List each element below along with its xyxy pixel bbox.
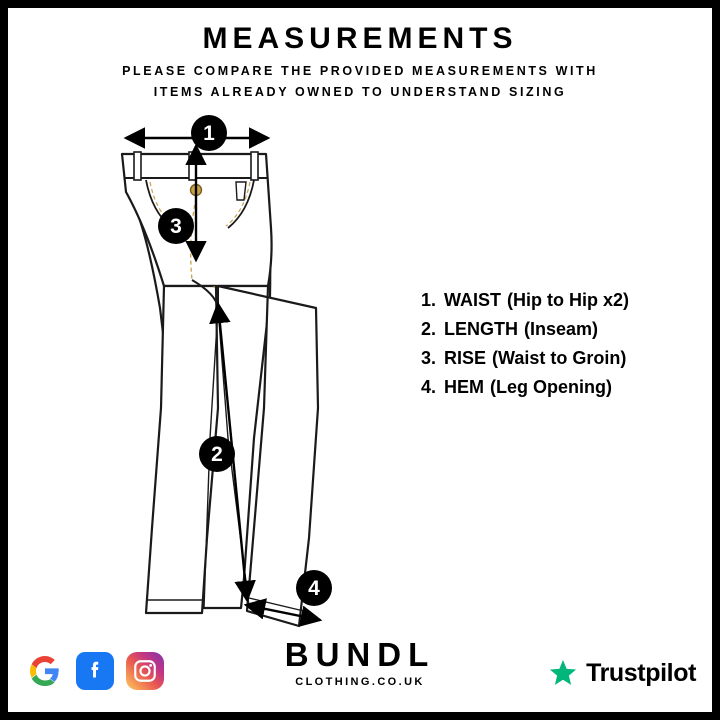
header — [8, 22, 712, 102]
legend-item-length — [408, 319, 698, 340]
legend-number: 1. — [420, 290, 436, 310]
legend-note: (Leg Opening) — [490, 377, 612, 397]
legend-item-rise — [408, 348, 698, 369]
legend-label: LENGTH — [444, 319, 518, 339]
jeans-diagram — [68, 108, 398, 638]
marker-badge-1 — [191, 115, 227, 151]
marker-badge-4 — [296, 570, 332, 606]
marker-badge-3 — [158, 208, 194, 244]
brand-subtitle: CLOTHING.CO.UK — [295, 676, 425, 688]
legend-number: 4. — [420, 377, 436, 397]
star-icon — [548, 658, 578, 688]
trustpilot-label: Trustpilot — [586, 658, 696, 687]
footer — [8, 608, 712, 704]
marker-badge-2 — [199, 436, 235, 472]
legend-number: 2. — [420, 319, 436, 339]
legend-note: (Inseam) — [524, 319, 599, 339]
subtitle-line-1: PLEASE COMPARE THE PROVIDED MEASUREMENTS WITH — [122, 64, 598, 78]
page-subtitle — [8, 61, 712, 102]
subtitle-line-2: ITEMS ALREADY OWNED TO UNDERSTAND SIZING — [153, 84, 567, 99]
marker-2-label: 2 — [211, 443, 223, 466]
brand-name: BUNDL — [284, 636, 436, 673]
legend-label: HEM — [444, 377, 484, 397]
marker-4-label: 4 — [308, 577, 320, 600]
legend-item-waist — [408, 290, 698, 311]
marker-1-label: 1 — [203, 122, 215, 145]
legend-note: (Waist to Groin) — [492, 348, 627, 368]
legend-number: 3. — [420, 348, 436, 368]
legend-item-hem — [408, 377, 698, 398]
page-title: MEASUREMENTS — [202, 22, 518, 55]
marker-3-label: 3 — [170, 215, 182, 238]
measurements-legend — [408, 290, 698, 406]
legend-label: RISE — [444, 348, 487, 368]
legend-note: (Hip to Hip x2) — [507, 290, 629, 310]
trustpilot-logo[interactable] — [548, 658, 696, 688]
legend-label: WAIST — [444, 290, 501, 310]
